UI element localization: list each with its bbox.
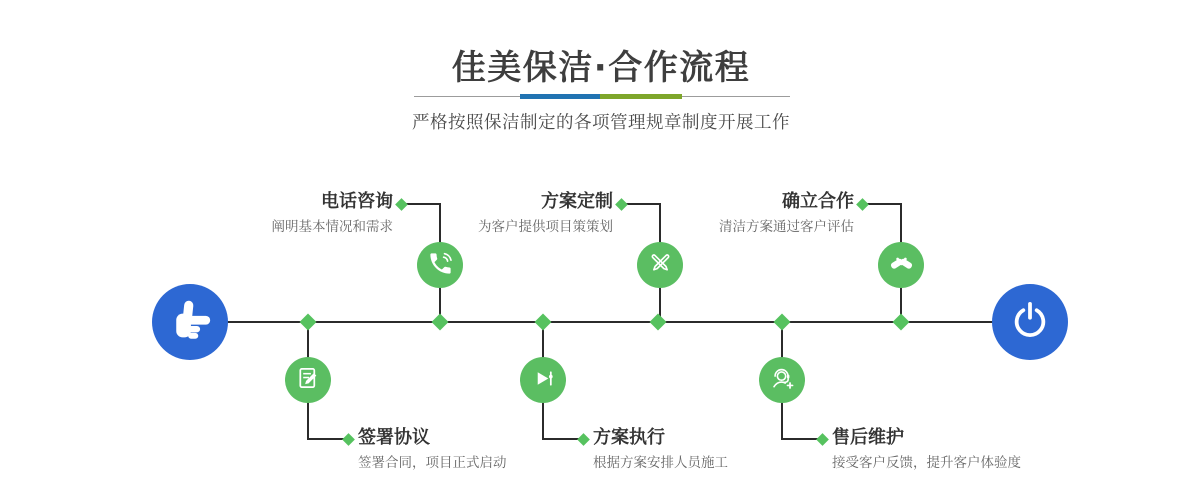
- step-title: 确立合作: [782, 191, 854, 212]
- timeline-end-node: [992, 284, 1068, 360]
- power-icon: [1010, 300, 1050, 344]
- step-title: 签署协议: [358, 427, 430, 448]
- step-description: 阐明基本情况和需求: [271, 219, 393, 235]
- step-node-plan: [637, 242, 683, 288]
- step-description: 接受客户反馈，提升客户体验度: [832, 455, 1021, 471]
- label-diamond: [342, 433, 355, 446]
- step-label-cooperation: [719, 191, 854, 236]
- handshake-icon: [888, 250, 915, 281]
- step-description: 为客户提供项目策策划: [478, 219, 613, 235]
- step-description: 根据方案安排人员施工: [593, 455, 728, 471]
- step-label-agreement: [358, 427, 507, 472]
- step-node-agreement: [285, 357, 331, 403]
- phone-icon: [427, 250, 454, 281]
- junction-diamond: [650, 314, 667, 331]
- step-title: 方案定制: [541, 191, 613, 212]
- pencil-tools-icon: [647, 250, 674, 281]
- label-diamond: [816, 433, 829, 446]
- step-title: 方案执行: [593, 427, 665, 448]
- label-diamond: [577, 433, 590, 446]
- step-description: 清洁方案通过客户评估: [719, 219, 854, 235]
- page-subtitle: 严格按照保洁制定的各项管理规章制度开展工作: [412, 113, 790, 133]
- junction-diamond: [535, 314, 552, 331]
- timeline-main-line: [226, 321, 994, 323]
- step-node-aftersales: [759, 357, 805, 403]
- label-diamond: [395, 198, 408, 211]
- label-diamond: [856, 198, 869, 211]
- timeline-start-node: [152, 284, 228, 360]
- step-title: 售后维护: [832, 427, 904, 448]
- junction-diamond: [774, 314, 791, 331]
- step-node-execution: [520, 357, 566, 403]
- label-diamond: [615, 198, 628, 211]
- document-edit-icon: [295, 365, 322, 396]
- headset-icon: [769, 365, 796, 396]
- step-description: 签署合同，项目正式启动: [358, 455, 507, 471]
- page-title: 佳美保洁·合作流程: [451, 48, 751, 88]
- step-title: 电话咨询: [321, 191, 393, 212]
- play-icon: [530, 365, 557, 396]
- step-node-cooperation: [878, 242, 924, 288]
- step-label-execution: [593, 427, 728, 472]
- hand-point-icon: [168, 298, 212, 346]
- step-label-aftersales: [832, 427, 1021, 472]
- junction-diamond: [893, 314, 910, 331]
- title-divider-green-segment: [600, 94, 682, 99]
- junction-diamond: [300, 314, 317, 331]
- step-label-plan: [478, 191, 613, 236]
- title-divider-blue-segment: [520, 94, 600, 99]
- step-node-phone: [417, 242, 463, 288]
- step-label-phone: [272, 191, 394, 236]
- junction-diamond: [432, 314, 449, 331]
